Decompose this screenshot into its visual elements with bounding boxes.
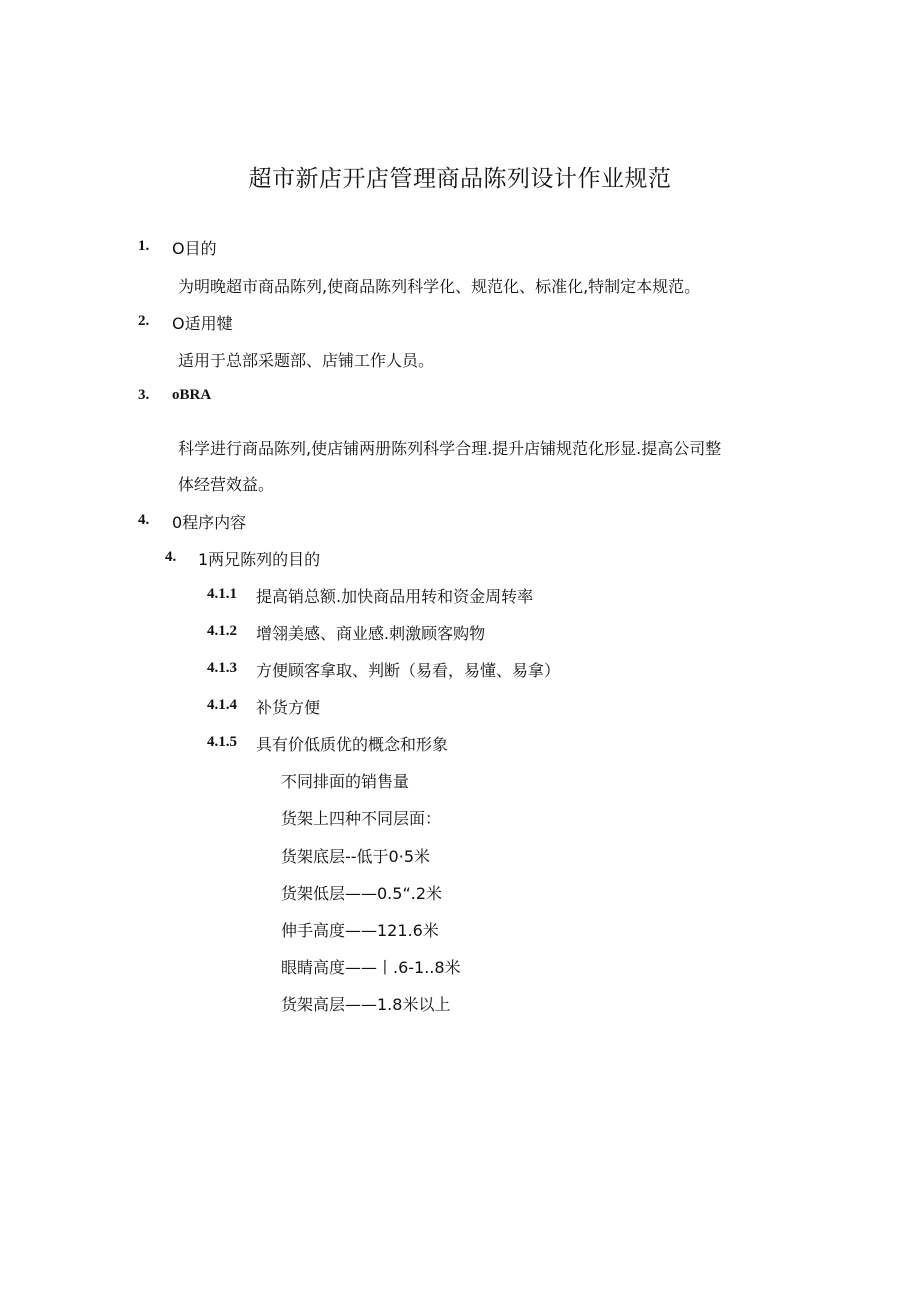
subsection-number: 4. xyxy=(165,549,177,565)
item-text: 提高销总额.加快商品用转和资金周转率 xyxy=(256,587,534,606)
item-text: 增翎美感、商业感.刺激顾客购物 xyxy=(256,624,486,643)
section-body-line: 体经营效益。 xyxy=(178,475,275,494)
item-text: 方便顾客拿取、判断（易看，易懂、易拿） xyxy=(256,661,561,680)
item-number: 4.1.2 xyxy=(207,623,237,639)
section-body-line: 科学进行商品陈列,使店铺两册陈列科学合理.提升店铺规范化形显.提高公司整 xyxy=(178,439,722,458)
section-body: 为明晚超市商品陈列,使商品陈列科学化、规范化、标准化,特制定本规范。 xyxy=(178,277,701,296)
item-text: 具有价低质优的概念和形象 xyxy=(256,735,449,754)
item-number: 4.1.1 xyxy=(207,586,237,602)
item-number: 4.1.3 xyxy=(207,660,237,676)
shelf-line: 货架底层--低于0·5米 xyxy=(281,847,430,866)
section-number: 1. xyxy=(138,238,150,254)
shelf-line: 货架上四种不同层面： xyxy=(281,809,442,828)
item-number: 4.1.5 xyxy=(207,734,237,750)
section-number: 2. xyxy=(138,313,150,329)
item-number: 4.1.4 xyxy=(207,697,237,713)
document-title: 超市新店开店管理商品陈列设计作业规范 xyxy=(248,166,672,192)
shelf-line: 不同排面的销售量 xyxy=(281,772,410,791)
subsection-heading: 1两兄陈列的目的 xyxy=(198,550,321,569)
shelf-line: 货架高层——1.8米以上 xyxy=(281,995,451,1014)
shelf-line: 眼睛高度——丨.6-1..8米 xyxy=(281,958,461,977)
item-text: 补货方便 xyxy=(256,698,321,717)
section-heading: 0程序内容 xyxy=(172,513,247,532)
section-heading: O目的 xyxy=(172,239,217,258)
section-body: 适用于总部采题部、店铺工作人员。 xyxy=(178,351,435,370)
section-heading: oBRA xyxy=(172,387,212,403)
shelf-line: 伸手高度——121.6米 xyxy=(281,921,439,940)
section-number: 4. xyxy=(138,512,150,528)
section-heading: O适用犍 xyxy=(172,314,233,333)
section-number: 3. xyxy=(138,387,150,403)
shelf-line: 货架低层——0.5“.2米 xyxy=(281,884,443,903)
